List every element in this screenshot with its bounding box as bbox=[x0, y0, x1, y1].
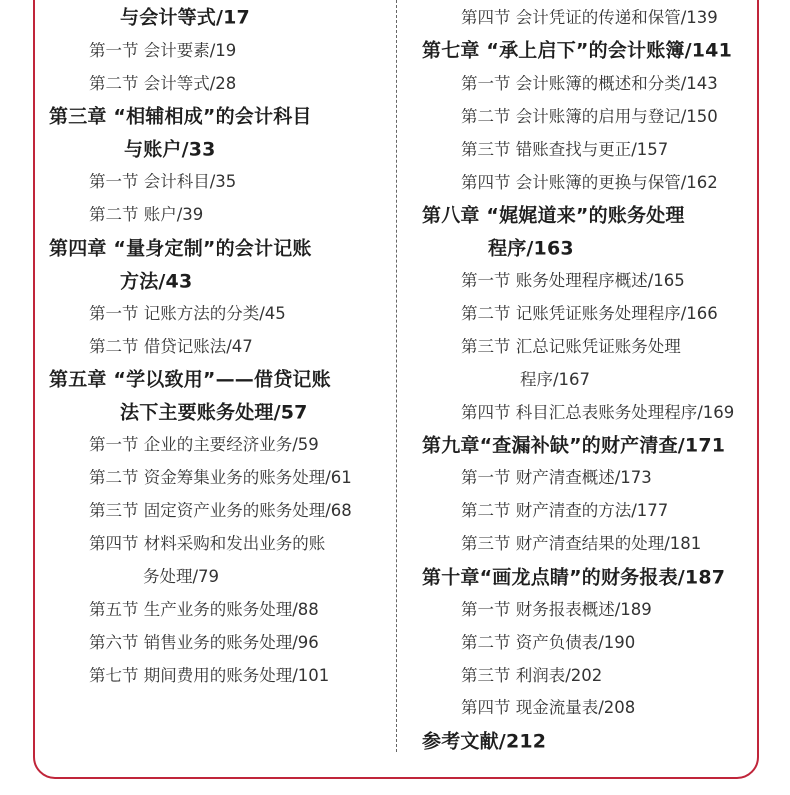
toc-section-entry[interactable]: 第一节 会计科目/35 bbox=[89, 171, 237, 191]
toc-section-entry[interactable]: 第一节 会计账簿的概述和分类/143 bbox=[461, 73, 718, 93]
toc-section-entry[interactable]: 第二节 财产清查的方法/177 bbox=[461, 500, 669, 520]
column-divider bbox=[396, 0, 397, 752]
toc-section-entry[interactable]: 第四节 会计账簿的更换与保管/162 bbox=[461, 172, 718, 192]
toc-section-entry[interactable]: 第一节 财务报表概述/189 bbox=[461, 599, 652, 619]
toc-section-entry[interactable]: 第二节 资产负债表/190 bbox=[461, 632, 636, 652]
toc-section-entry[interactable]: 第七节 期间费用的账务处理/101 bbox=[89, 665, 330, 685]
toc-section-entry[interactable]: 第三节 财产清查结果的处理/181 bbox=[461, 533, 702, 553]
toc-section-entry[interactable]: 程序/167 bbox=[520, 369, 591, 389]
toc-section-entry[interactable]: 第四节 材料采购和发出业务的账 bbox=[89, 533, 326, 553]
toc-section-entry[interactable]: 第五节 生产业务的账务处理/88 bbox=[89, 599, 319, 619]
toc-section-entry[interactable]: 第一节 记账方法的分类/45 bbox=[89, 303, 286, 323]
toc-chapter-entry[interactable]: 第十章“画龙点睛”的财务报表/187 bbox=[422, 566, 726, 589]
toc-section-entry[interactable]: 第三节 固定资产业务的账务处理/68 bbox=[89, 500, 352, 520]
toc-section-entry[interactable]: 第一节 账务处理程序概述/165 bbox=[461, 270, 685, 290]
toc-chapter-entry[interactable]: 程序/163 bbox=[488, 237, 574, 260]
toc-section-entry[interactable]: 第四节 会计凭证的传递和保管/139 bbox=[461, 7, 718, 27]
toc-section-entry[interactable]: 第一节 企业的主要经济业务/59 bbox=[89, 434, 319, 454]
toc-section-entry[interactable]: 第六节 销售业务的账务处理/96 bbox=[89, 632, 319, 652]
toc-section-entry[interactable]: 第二节 会计等式/28 bbox=[89, 73, 237, 93]
toc-chapter-entry[interactable]: 第九章“查漏补缺”的财产清查/171 bbox=[422, 434, 726, 457]
toc-section-entry[interactable]: 第一节 财产清查概述/173 bbox=[461, 467, 652, 487]
toc-chapter-entry[interactable]: 第五章 “学以致用”——借贷记账 bbox=[49, 368, 331, 391]
toc-section-entry[interactable]: 务处理/79 bbox=[143, 566, 220, 586]
toc-section-entry[interactable]: 第三节 汇总记账凭证账务处理 bbox=[461, 336, 681, 356]
toc-section-entry[interactable]: 第四节 科目汇总表账务处理程序/169 bbox=[461, 402, 735, 422]
toc-chapter-entry[interactable]: 第七章 “承上启下”的会计账簿/141 bbox=[422, 39, 732, 62]
toc-section-entry[interactable]: 第三节 错账查找与更正/157 bbox=[461, 139, 669, 159]
toc-chapter-entry[interactable]: 与账户/33 bbox=[124, 138, 216, 161]
toc-chapter-entry[interactable]: 第八章 “娓娓道来”的账务处理 bbox=[422, 204, 685, 227]
toc-chapter-entry[interactable]: 参考文献/212 bbox=[422, 730, 547, 753]
toc-section-entry[interactable]: 第一节 会计要素/19 bbox=[89, 40, 237, 60]
toc-section-entry[interactable]: 第二节 账户/39 bbox=[89, 204, 204, 224]
toc-chapter-entry[interactable]: 第三章 “相辅相成”的会计科目 bbox=[49, 105, 312, 128]
toc-section-entry[interactable]: 第四节 现金流量表/208 bbox=[461, 697, 636, 717]
toc-chapter-entry[interactable]: 方法/43 bbox=[120, 270, 193, 293]
toc-chapter-entry[interactable]: 与会计等式/17 bbox=[120, 6, 250, 29]
toc-section-entry[interactable]: 第三节 利润表/202 bbox=[461, 665, 603, 685]
toc-chapter-entry[interactable]: 第四章 “量身定制”的会计记账 bbox=[49, 237, 312, 260]
toc-section-entry[interactable]: 第二节 记账凭证账务处理程序/166 bbox=[461, 303, 718, 323]
toc-section-entry[interactable]: 第二节 借贷记账法/47 bbox=[89, 336, 253, 356]
toc-section-entry[interactable]: 第二节 会计账簿的启用与登记/150 bbox=[461, 106, 718, 126]
toc-section-entry[interactable]: 第二节 资金筹集业务的账务处理/61 bbox=[89, 467, 352, 487]
toc-chapter-entry[interactable]: 法下主要账务处理/57 bbox=[120, 401, 308, 424]
